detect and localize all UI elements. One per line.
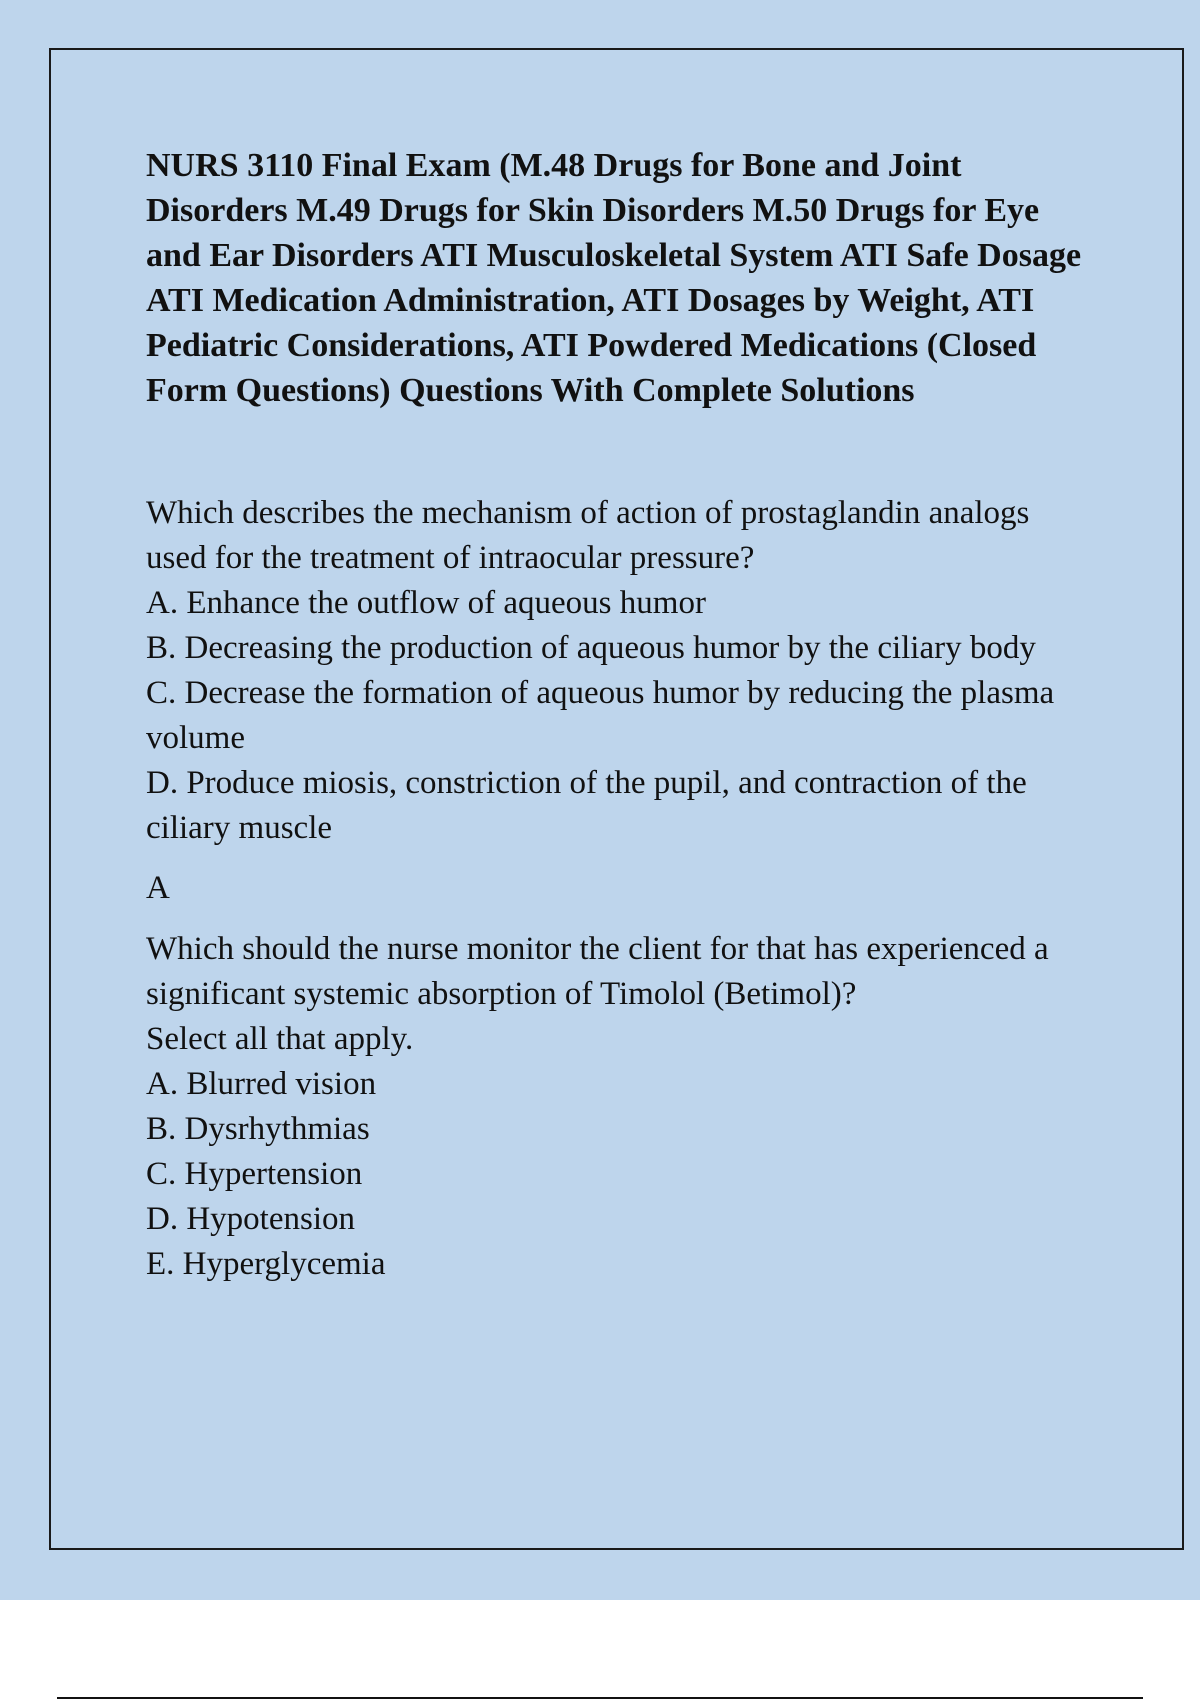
question-2-prompt: Which should the nurse monitor the client for that has experienced a significant systemic absorption of Timolol (Betimol)?: [146, 931, 1049, 1012]
footer-divider: [57, 1697, 1143, 1699]
question-2-option-d: D. Hypotension: [146, 1201, 355, 1237]
question-2-option-c: C. Hypertension: [146, 1156, 363, 1192]
document-content: [146, 143, 1086, 1287]
question-1-option-d: D. Produce miosis, constriction of the pupil, and contraction of the ciliary muscle: [146, 765, 1027, 846]
question-2-option-e: E. Hyperglycemia: [146, 1246, 386, 1282]
question-2-instruction: Select all that apply.: [146, 1021, 414, 1057]
question-1-prompt: Which describes the mechanism of action of prostaglandin analogs used for the treatment of intraocular pressure?: [146, 495, 1030, 576]
document-title: NURS 3110 Final Exam (M.48 Drugs for Bone and Joint Disorders M.49 Drugs for Skin Disorders M.50 Drugs for Eye and Ear Disorders ATI Musculoskeletal System ATI Safe Dosage ATI Medication Administration, ATI Dosages by Weight, ATI Pediatric Considerations, ATI Powdered Medications (Closed Form Questions) Questions With Complete Solutions: [146, 147, 1082, 409]
question-1-option-c: C. Decrease the formation of aqueous humor by reducing the plasma volume: [146, 675, 1055, 756]
question-1: [146, 491, 1086, 911]
question-2-option-b: B. Dysrhythmias: [146, 1111, 370, 1147]
question-1-answer: A: [146, 870, 170, 906]
question-1-option-a: A. Enhance the outflow of aqueous humor: [146, 585, 706, 621]
question-2: [146, 927, 1086, 1287]
question-1-option-b: B. Decreasing the production of aqueous humor by the ciliary body: [146, 630, 1036, 666]
question-2-option-a: A. Blurred vision: [146, 1066, 377, 1102]
